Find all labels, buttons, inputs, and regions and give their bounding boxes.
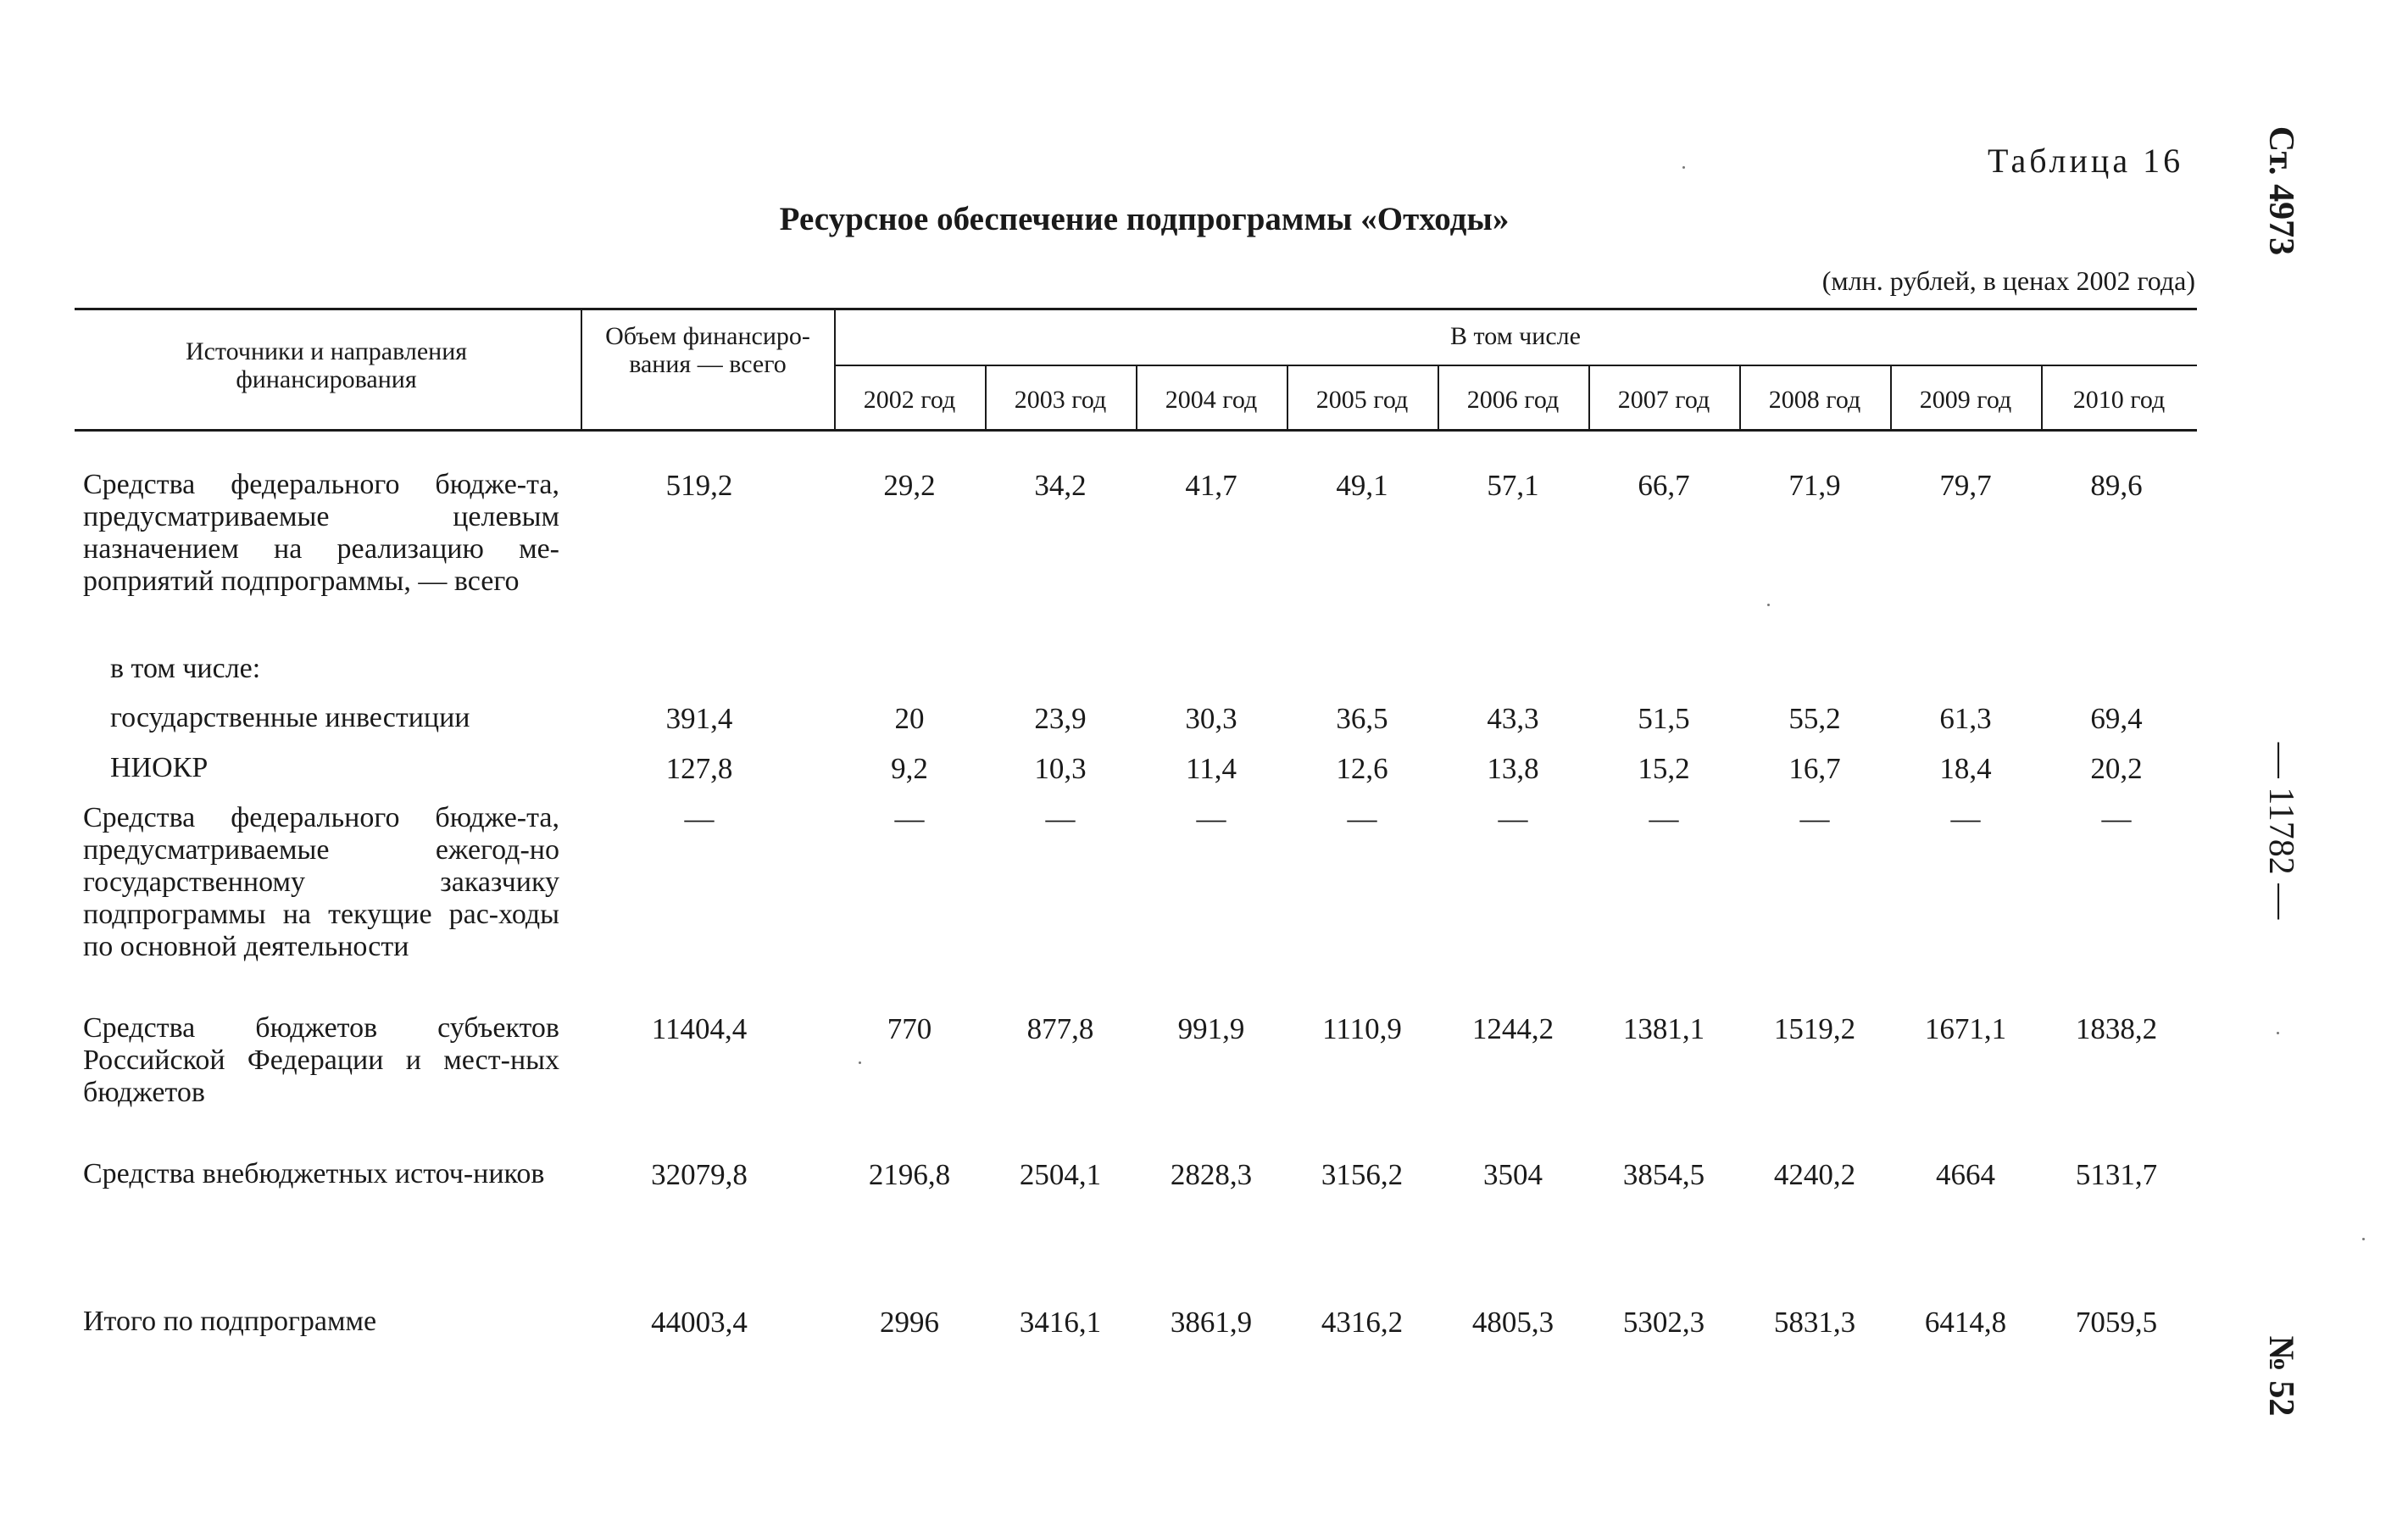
row-label-federal-annual: Средства федерального бюдже-та, предусматриваемые ежегод-но государственному заказчику подпрограммы на текущие рас-ходы по основной деятельности bbox=[83, 802, 559, 962]
year-value-cell: 4240,2 bbox=[1773, 1158, 1856, 1191]
year-header: 2007 год bbox=[1617, 386, 1710, 414]
year-header: 2004 год bbox=[1165, 386, 1258, 414]
year-value-cell: 5302,3 bbox=[1622, 1306, 1705, 1339]
year-header: 2002 год bbox=[863, 386, 956, 414]
year-value-cell: 66,7 bbox=[1638, 469, 1690, 502]
row-label-regional: Средства бюджетов субъектов Российской Федерации и мест-ных бюджетов bbox=[83, 1012, 559, 1108]
year-value-cell: 10,3 bbox=[1034, 752, 1087, 785]
year-value-cell: 55,2 bbox=[1788, 702, 1841, 735]
year-value-cell: 6414,8 bbox=[1924, 1306, 2007, 1339]
total-cell: — bbox=[684, 802, 715, 835]
year-value-cell: 877,8 bbox=[1026, 1012, 1094, 1045]
year-value-cell: 30,3 bbox=[1185, 702, 1237, 735]
issue-number: № 52 bbox=[2261, 1335, 2300, 1417]
year-value-cell: 3854,5 bbox=[1622, 1158, 1705, 1191]
row-label-investments: государственные инвестиции bbox=[110, 702, 470, 733]
scan-speck bbox=[1767, 604, 1770, 606]
year-value-cell: 2828,3 bbox=[1170, 1158, 1253, 1191]
year-value-cell: 57,1 bbox=[1487, 469, 1539, 502]
year-value-cell: 11,4 bbox=[1186, 752, 1237, 785]
year-value-cell: — bbox=[2101, 802, 2132, 835]
scan-speck bbox=[1682, 166, 1685, 169]
year-value-cell: 1381,1 bbox=[1622, 1012, 1705, 1045]
table-label: Таблица 16 bbox=[1988, 142, 2184, 180]
row-label-rnd: НИОКР bbox=[110, 752, 209, 783]
total-cell: 32079,8 bbox=[651, 1158, 748, 1191]
year-value-cell: 991,9 bbox=[1177, 1012, 1245, 1045]
year-value-cell: — bbox=[1045, 802, 1076, 835]
year-value-cell: 4664 bbox=[1936, 1158, 1995, 1191]
year-value-cell: 5831,3 bbox=[1773, 1306, 1856, 1339]
year-value-cell: 20,2 bbox=[2090, 752, 2143, 785]
table-top-rule bbox=[75, 308, 2197, 310]
year-value-cell: — bbox=[1196, 802, 1226, 835]
year-header: 2003 год bbox=[1014, 386, 1107, 414]
year-value-cell: 2996 bbox=[880, 1306, 939, 1339]
total-cell: 519,2 bbox=[665, 469, 733, 502]
year-value-cell: 1110,9 bbox=[1322, 1012, 1402, 1045]
page-number: — 11782 — bbox=[2261, 742, 2300, 920]
column-divider bbox=[581, 309, 582, 430]
year-header: 2009 год bbox=[1919, 386, 2012, 414]
years-rule bbox=[834, 365, 2197, 366]
year-value-cell: 9,2 bbox=[891, 752, 928, 785]
year-value-cell: 1244,2 bbox=[1471, 1012, 1554, 1045]
year-value-cell: 3156,2 bbox=[1321, 1158, 1404, 1191]
year-value-cell: — bbox=[1950, 802, 1981, 835]
year-value-cell: 89,6 bbox=[2090, 469, 2143, 502]
year-value-cell: 1838,2 bbox=[2075, 1012, 2158, 1045]
scan-speck bbox=[2277, 1032, 2279, 1034]
year-value-cell: 41,7 bbox=[1185, 469, 1237, 502]
year-value-cell: — bbox=[1649, 802, 1679, 835]
year-value-cell: 770 bbox=[887, 1012, 932, 1045]
year-value-cell: 5131,7 bbox=[2075, 1158, 2158, 1191]
total-cell: 44003,4 bbox=[651, 1306, 748, 1339]
year-value-cell: 71,9 bbox=[1788, 469, 1841, 502]
units-note: (млн. рублей, в ценах 2002 года) bbox=[1821, 265, 2195, 296]
year-value-cell: 36,5 bbox=[1336, 702, 1388, 735]
year-value-cell: — bbox=[1498, 802, 1528, 835]
year-value-cell: 69,4 bbox=[2090, 702, 2143, 735]
year-value-cell: 4805,3 bbox=[1471, 1306, 1554, 1339]
year-value-cell: 20 bbox=[894, 702, 925, 735]
year-header: 2006 год bbox=[1466, 386, 1560, 414]
header-source: Источники и направления финансирования bbox=[185, 337, 468, 393]
year-value-cell: 3416,1 bbox=[1019, 1306, 1102, 1339]
year-value-cell: 43,3 bbox=[1487, 702, 1539, 735]
year-value-cell: 2504,1 bbox=[1019, 1158, 1102, 1191]
year-value-cell: 3504 bbox=[1483, 1158, 1543, 1191]
year-value-cell: 1671,1 bbox=[1924, 1012, 2007, 1045]
scan-speck bbox=[2362, 1238, 2365, 1240]
scan-speck bbox=[859, 1061, 861, 1064]
year-header: 2005 год bbox=[1315, 386, 1409, 414]
year-value-cell: — bbox=[894, 802, 925, 835]
year-value-cell: 1519,2 bbox=[1773, 1012, 1856, 1045]
total-cell: 127,8 bbox=[665, 752, 733, 785]
year-value-cell: 2196,8 bbox=[868, 1158, 951, 1191]
year-value-cell: 49,1 bbox=[1336, 469, 1388, 502]
year-value-cell: 18,4 bbox=[1939, 752, 1992, 785]
header-including: В том числе bbox=[1450, 322, 1581, 350]
row-label-federal-target: Средства федерального бюдже-та, предусматриваемые целевым назначением на реализацию ме-роприятий подпрограммы, — всего bbox=[83, 469, 559, 597]
total-cell: 391,4 bbox=[665, 702, 733, 735]
year-value-cell: 61,3 bbox=[1939, 702, 1992, 735]
year-value-cell: 16,7 bbox=[1788, 752, 1841, 785]
year-header: 2008 год bbox=[1768, 386, 1861, 414]
year-value-cell: 51,5 bbox=[1638, 702, 1690, 735]
year-value-cell: 4316,2 bbox=[1321, 1306, 1404, 1339]
year-value-cell: 34,2 bbox=[1034, 469, 1087, 502]
year-value-cell: 79,7 bbox=[1939, 469, 1992, 502]
year-header: 2010 год bbox=[2072, 386, 2166, 414]
year-value-cell: — bbox=[1799, 802, 1830, 835]
year-value-cell: 15,2 bbox=[1638, 752, 1690, 785]
total-cell: 11404,4 bbox=[651, 1012, 748, 1045]
year-value-cell: 23,9 bbox=[1034, 702, 1087, 735]
row-label-including: в том числе: bbox=[110, 653, 261, 684]
year-value-cell: — bbox=[1347, 802, 1377, 835]
year-value-cell: 12,6 bbox=[1336, 752, 1388, 785]
page-reference: Ст. 4973 bbox=[2261, 125, 2300, 256]
header-total: Объем финансиро-вания — всего bbox=[605, 322, 810, 378]
year-value-cell: 13,8 bbox=[1487, 752, 1539, 785]
row-label-total: Итого по подпрограмме bbox=[83, 1306, 377, 1337]
row-label-extrabudgetary: Средства внебюджетных источ-ников bbox=[83, 1158, 545, 1189]
year-value-cell: 29,2 bbox=[883, 469, 936, 502]
year-value-cell: 7059,5 bbox=[2075, 1306, 2158, 1339]
year-value-cell: 3861,9 bbox=[1170, 1306, 1253, 1339]
table-title: Ресурсное обеспечение подпрограммы «Отходы» bbox=[779, 201, 1510, 237]
